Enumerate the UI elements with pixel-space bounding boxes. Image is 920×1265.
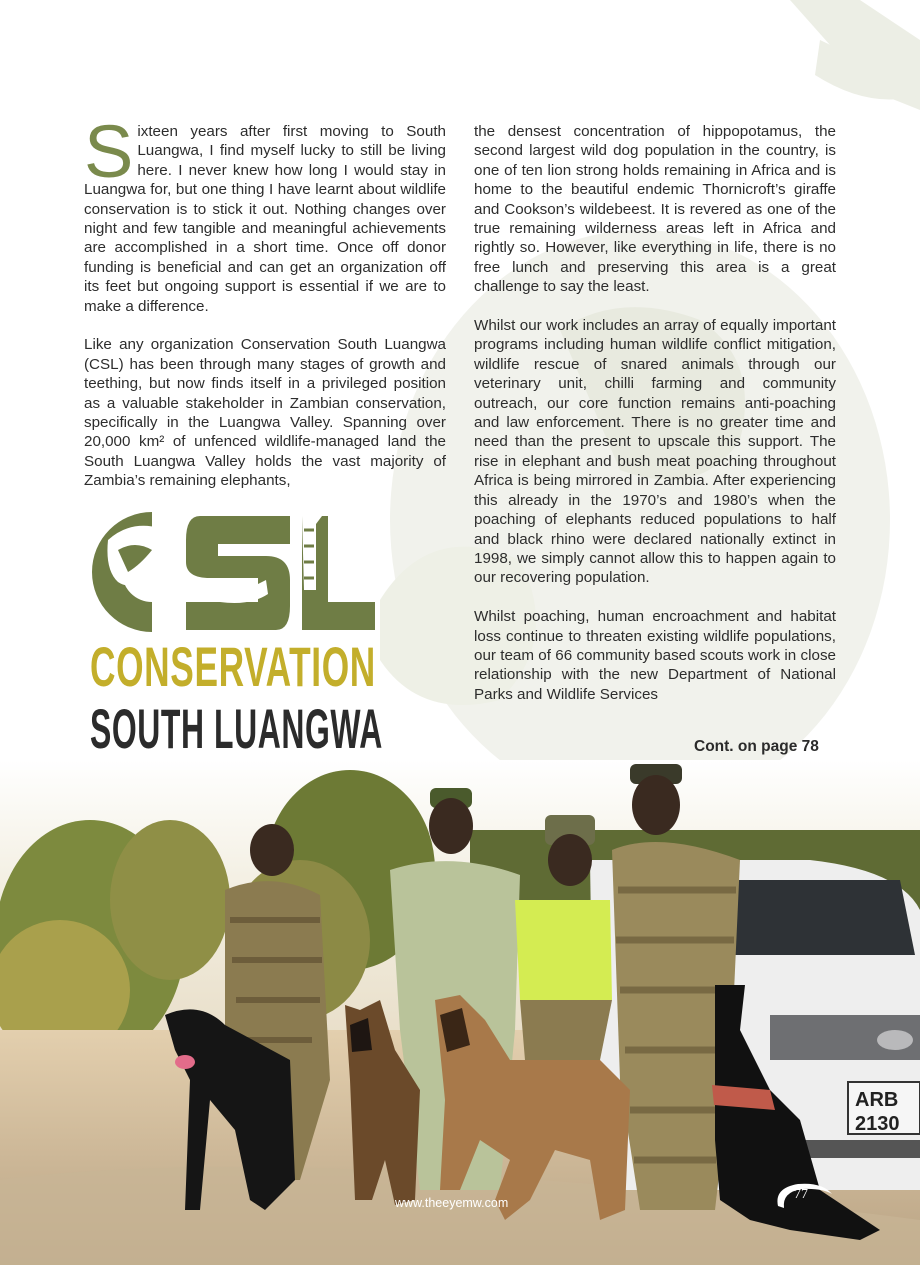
- csl-logo: [90, 510, 383, 760]
- plate-text-line2: 2130: [855, 1113, 900, 1135]
- page-number-badge: [772, 1180, 836, 1214]
- logo-line-south-luangwa: SOUTH LUANGWA: [90, 697, 383, 760]
- article-paragraph: the densest concentration of hippopotamus, the second largest wild dog population in the country, is one of ten lion strong holds remaining in Africa and is home to the beautiful endemic Thornicroft’s giraffe and Cookson’s wildebeest. It is revered as one of the true remaining wilderness areas left in Africa and rightly so. However, like everything in life, there is no free lunch and preserving this area is a great challenge to say the least.: [474, 123, 836, 296]
- website-url[interactable]: www.theeyemw.com: [395, 1196, 509, 1210]
- csl-logo-mark: [90, 510, 375, 632]
- logo-line-conservation: CONSERVATION: [90, 635, 376, 698]
- plate-text-line1: ARB: [855, 1089, 899, 1111]
- article-right-column: [474, 122, 836, 724]
- article-paragraph: Whilst poaching, human encroachment and habitat loss continue to threaten existing wildlife populations, our team of 66 community based scouts work in close relationship with the new Department of National Parks and Wildlife Services: [474, 608, 836, 703]
- article-paragraph: Like any organization Conservation South Luangwa (CSL) has been through many stages of growth and teething, but now finds itself in a privileged position as a valuable stakeholder in Zambian conservation, specifically in the Luangwa Valley. Spanning over 20,000 km² of unfenced wildlife-managed land the South Luangwa Valley holds the vast majority of Zambia’s remaining elephants,: [84, 336, 446, 490]
- continued-note: Cont. on page 78: [694, 738, 819, 755]
- paragraph-text: ixteen years after first moving to South Luangwa, I find myself lucky to still be living here. I never knew how long I would stay in Luangwa for, but one thing I have learnt about wildlife conservation is to stick it out. Nothing changes over night and few tangible and meaningful achievements are accomplished in a short time. Once off donor funding is beneficial and can get an organization off its feet but ongoing support is essential if we are to make a difference.: [84, 123, 446, 315]
- article-left-column: [84, 110, 446, 510]
- article-paragraph: [84, 110, 446, 316]
- drop-cap: S: [84, 110, 134, 193]
- page-number: 77: [794, 1187, 808, 1202]
- article-paragraph: Whilst our work includes an array of equally important programs including human wildlife conflict mitigation, wildlife rescue of snared animals through our veterinary unit, chilli farming and community outreach, our core function remains anti-poaching and law enforcement. There is no greater time and need than the present to upscale this support. The rise in elephant and bush meat poaching throughout Africa is being mirrored in Zambia. After experiencing this already in the 1970’s and 1980’s when the poaching of elephants reduced populations to half and black rhino were declared nationally extinct in 1998, we simply cannot allow this to happen again to our recovering population.: [474, 317, 836, 587]
